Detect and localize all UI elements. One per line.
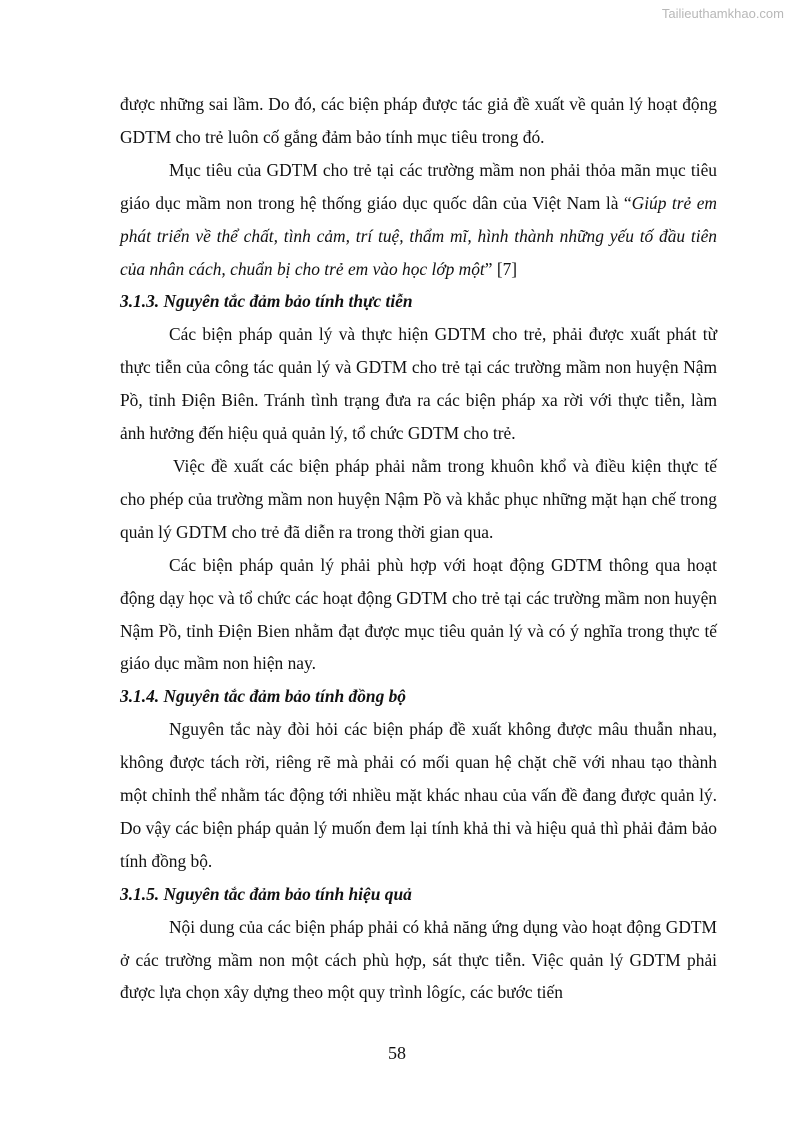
- paragraph: Việc đề xuất các biện pháp phải nằm trong khuôn khổ và điều kiện thực tế cho phép của trường mầm non huyện Nậm Pồ và khắc phục những mặt hạn chế trong quản lý GDTM cho trẻ đã diễn ra trong thời gian qua.: [120, 455, 717, 542]
- citation: ” [7]: [484, 258, 518, 279]
- paragraph-lead: Mục tiêu của GDTM cho trẻ tại các trường mầm non phải thỏa mãn mục tiêu giáo dục mầm non trong hệ thống giáo dục quốc dân của Việt Nam là “: [120, 159, 717, 213]
- section-heading-3-1-3: 3.1.3. Nguyên tắc đảm bảo tính thực tiễn: [120, 291, 413, 312]
- paragraph: được những sai lầm. Do đó, các biện pháp được tác giả đề xuất về quản lý hoạt động GDTM cho trẻ luôn cố gắng đảm bảo tính mục tiêu trong đó.: [120, 94, 717, 147]
- paragraph: Nguyên tắc này đòi hỏi các biện pháp đề xuất không được mâu thuẫn nhau, không được tách rời, riêng rẽ mà phải có mối quan hệ chặt chẽ với nhau tạo thành một chỉnh thể nhằm tác động tới nhiều mặt khác nhau của vấn đề đang được quản lý. Do vậy các biện pháp quản lý muốn đem lại tính khả thi và hiệu quả thì phải đảm bảo tính đồng bộ.: [120, 719, 717, 871]
- page-number: 58: [388, 1043, 406, 1063]
- section-heading-3-1-4: 3.1.4. Nguyên tắc đảm bảo tính đồng bộ: [120, 686, 407, 707]
- watermark: Tailieuthamkhao.com: [661, 6, 784, 21]
- paragraph: Các biện pháp quản lý và thực hiện GDTM cho trẻ, phải được xuất phát từ thực tiễn của công tác quản lý và GDTM cho trẻ tại các trường mầm non huyện Nậm Pồ, tỉnh Điện Biên. Tránh tình trạng đưa ra các biện pháp xa rời với thực tiễn, làm ảnh hưởng đến hiệu quả quản lý, tổ chức GDTM cho trẻ.: [120, 324, 717, 444]
- paragraph: Các biện pháp quản lý phải phù hợp với hoạt động GDTM thông qua hoạt động dạy học và tổ chức các hoạt động GDTM cho trẻ tại các trường mầm non huyện Nậm Pồ, tỉnh Điện Bien nhằm đạt được mục tiêu quản lý và có ý nghĩa trong thực tế giáo dục mầm non hiện nay.: [120, 554, 717, 674]
- section-heading-3-1-5: 3.1.5. Nguyên tắc đảm bảo tính hiệu quả: [120, 883, 412, 904]
- document-body: [120, 88, 717, 1009]
- paragraph: Nội dung của các biện pháp phải có khả năng ứng dụng vào hoạt động GDTM ở các trường mầm non một cách phù hợp, sát thực tiễn. Việc quản lý GDTM phải được lựa chọn xây dựng theo một quy trình lôgíc, các bước tiến: [120, 916, 717, 1003]
- quote-text: Giúp trẻ em phát triển về thể chất, tình cảm, trí tuệ, thẩm mĩ, hình thành những yếu tố đầu tiên của nhân cách, chuẩn bị cho trẻ em vào học lớp một: [120, 192, 717, 279]
- paragraph-objective: [120, 154, 717, 286]
